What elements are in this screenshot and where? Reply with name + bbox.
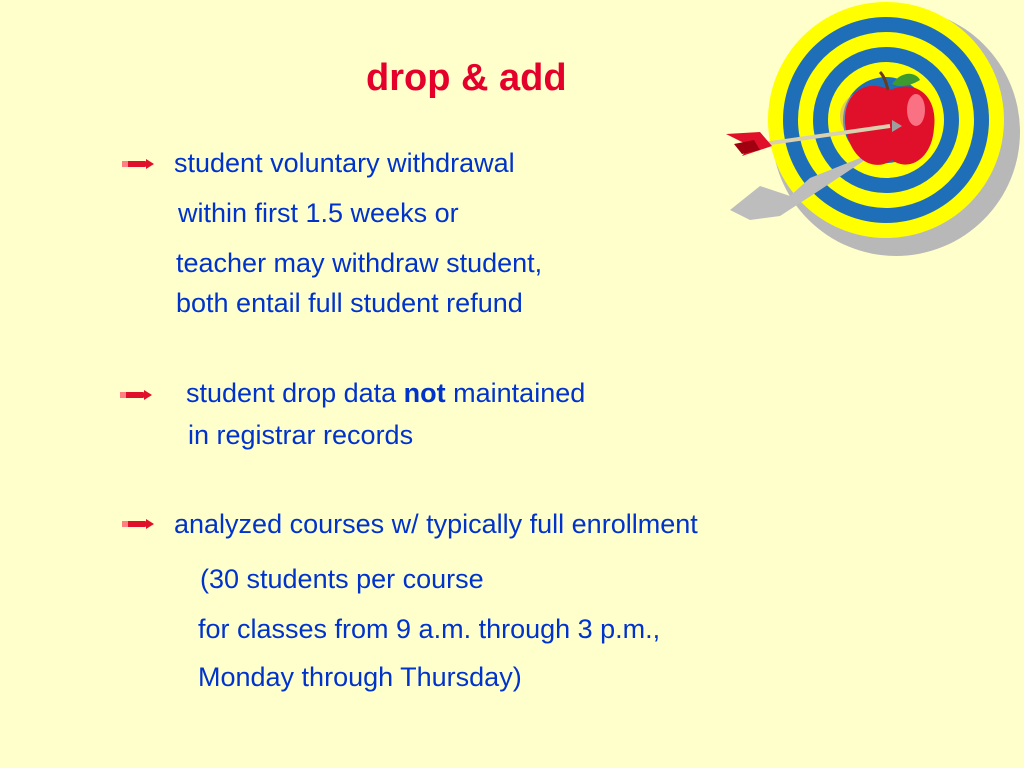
bullet-2-bold-not: not [403,378,446,408]
bullet-2-line-1 [186,380,585,407]
slide-title: drop & add [366,57,567,99]
bullet-1-line-2: within first 1.5 weeks or [178,198,459,228]
bullet-1-line-4: both entail full student refund [176,288,523,318]
bullet-3-line-4: Monday through Thursday) [198,662,522,692]
bullet-1-line-1: student voluntary withdrawal [174,148,515,178]
bullet-3-line-3: for classes from 9 a.m. through 3 p.m., [198,614,661,644]
bullet-1-line-3: teacher may withdraw student, [176,248,543,278]
bullet-2-line-2: in registrar records [188,420,414,450]
bullet-2-text-after: maintained [445,378,586,408]
pencil-arrow-bullet-icon [118,387,154,403]
pencil-arrow-bullet-icon [120,156,156,172]
pencil-arrow-bullet-icon [120,516,156,532]
bullet-2-text-before: student drop data [186,378,404,408]
target-apple-arrow-illustration [720,0,1024,272]
bullet-3-line-2: (30 students per course [200,564,484,594]
bullet-3-line-1: analyzed courses w/ typically full enrollment [174,509,698,539]
